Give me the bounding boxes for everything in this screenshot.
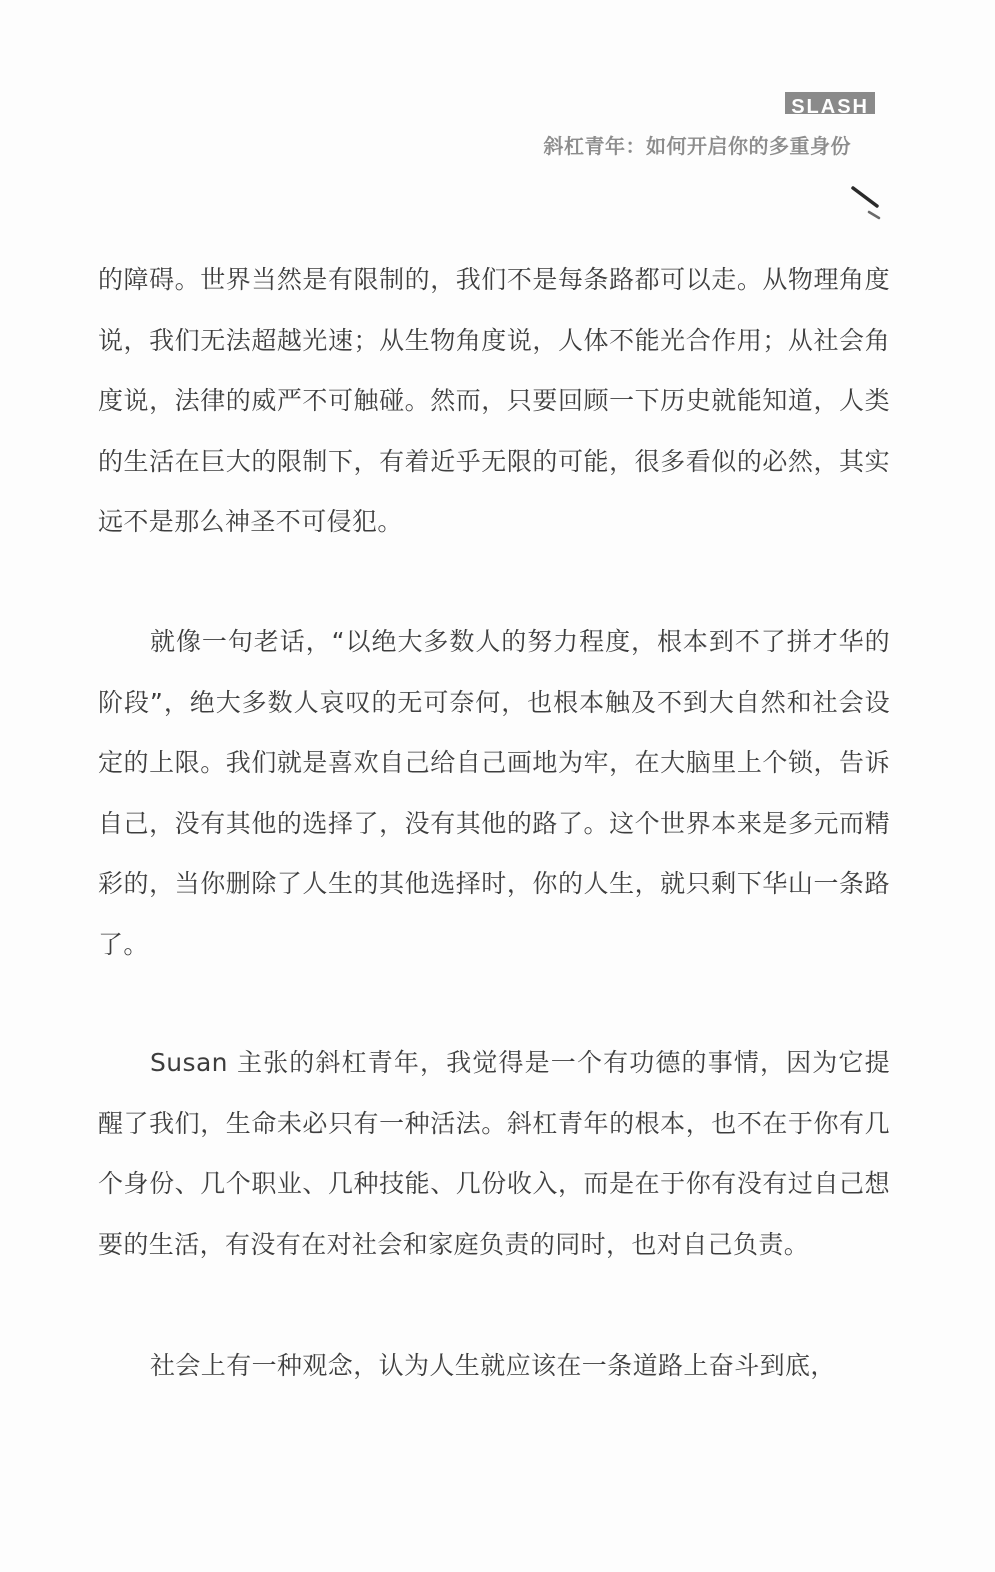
book-title: 斜杠青年：如何开启你的多重身份 bbox=[543, 134, 851, 158]
paragraph-3: Susan 主张的斜杠青年，我觉得是一个有功德的事情，因为它提醒了我们，生命未必只有一种活法。斜杠青年的根本，也不在于你有几个身份、几个职业、几种技能、几份收入，而是在于你有没有过自己想要的生活，有没有在对社会和家庭负责的同时，也对自己负责。 bbox=[98, 1048, 890, 1259]
paragraph-4: 社会上有一种观念，认为人生就应该在一条道路上奋斗到底， bbox=[150, 1351, 836, 1380]
paragraph-2: 就像一句老话，“以绝大多数人的努力程度，根本到不了拼才华的阶段”，绝大多数人哀叹的无可奈何，也根本触及不到大自然和社会设定的上限。我们就是喜欢自己给自己画地为牢，在大脑里上个锁，告诉自己，没有其他的选择了，没有其他的路了。这个世界本来是多元而精彩的，当你删除了人生的其他选择时，你的人生，就只剩下华山一条路了。 bbox=[98, 627, 890, 959]
paragraph-1: 的障碍。世界当然是有限制的，我们不是每条路都可以走。从物理角度说，我们无法超越光速；从生物角度说，人体不能光合作用；从社会角度说，法律的威严不可触碰。然而，只要回顾一下历史就能知道，人类的生活在巨大的限制下，有着近乎无限的可能，很多看似的必然，其实远不是那么神圣不可侵犯。 bbox=[98, 265, 890, 536]
slash-decoration-icon bbox=[851, 182, 883, 222]
running-header bbox=[475, 92, 875, 114]
series-badge: SLASH bbox=[785, 92, 875, 114]
